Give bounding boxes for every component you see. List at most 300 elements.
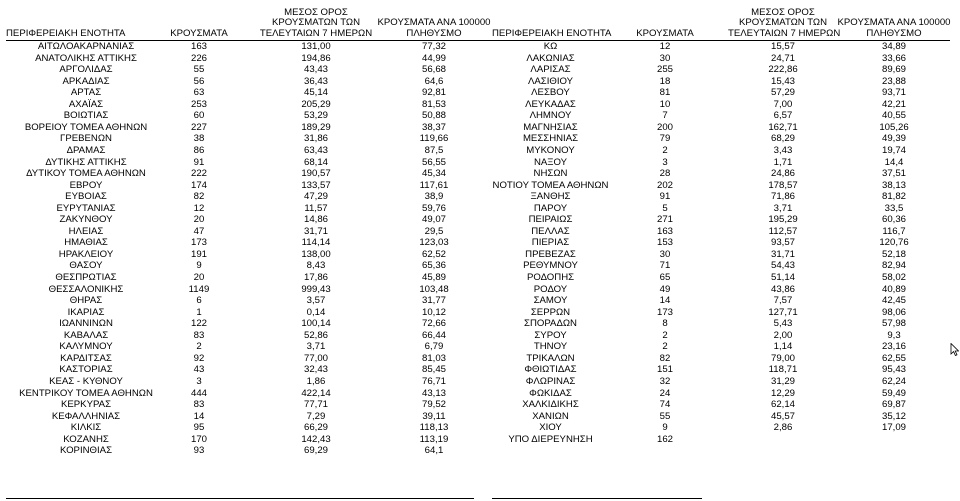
table-row <box>0 110 960 122</box>
cases-cell: 253 <box>190 98 207 110</box>
avg-7day-cell: 133,57 <box>301 179 331 191</box>
region-cell: ΑΡΤΑΣ <box>70 87 102 99</box>
cases-cell: 28 <box>659 168 671 180</box>
table-row <box>0 445 960 457</box>
per100k-cell: 82,94 <box>881 260 906 272</box>
per100k-cell: 42,45 <box>881 295 906 307</box>
per100k-cell: 23,88 <box>881 75 906 87</box>
avg-7day-cell: 36,43 <box>303 75 328 87</box>
region-cell: ΣΠΟΡΑΔΩΝ <box>524 318 577 330</box>
cases-cell: 173 <box>656 306 673 318</box>
cases-cell: 65 <box>659 272 671 283</box>
table-row <box>0 295 960 307</box>
avg-7day-cell: 0,14 <box>306 306 326 318</box>
cases-cell: 18 <box>659 75 671 87</box>
table-row <box>0 180 960 192</box>
table-bottom-border-left <box>6 498 474 499</box>
table-row <box>0 191 960 203</box>
per100k-cell: 6,79 <box>424 341 444 353</box>
region-cell: ΙΚΑΡΙΑΣ <box>67 306 105 318</box>
avg-7day-cell: 131,00 <box>301 41 331 52</box>
region-cell: ΥΠΟ ΔΙΕΡΕΥΝΗΣΗ <box>508 433 593 445</box>
region-cell: ΦΘΙΩΤΙΔΑΣ <box>524 364 577 376</box>
region-cell: ΝΑΞΟΥ <box>533 156 568 168</box>
cases-cell: 81 <box>659 87 671 99</box>
avg-7day-cell: 7,57 <box>773 295 793 307</box>
avg-7day-cell: 1,14 <box>773 341 793 353</box>
region-cell: ΜΥΚΟΝΟΥ <box>526 144 575 156</box>
cases-cell: 79 <box>659 133 671 145</box>
region-cell: ΤΗΝΟΥ <box>533 341 568 353</box>
cases-cell: 170 <box>190 433 207 445</box>
region-cell: ΚΑΒΑΛΑΣ <box>63 329 109 341</box>
region-cell: ΘΑΣΟΥ <box>69 260 103 272</box>
avg-7day-cell: 114,14 <box>301 237 331 249</box>
region-cell: ΤΡΙΚΑΛΩΝ <box>526 352 575 364</box>
per100k-cell: 29,5 <box>424 225 444 237</box>
per100k-cell: 50,88 <box>421 110 446 122</box>
region-cell: ΧΙΟΥ <box>539 422 562 434</box>
per100k-cell: 9,3 <box>887 329 901 341</box>
avg-7day-cell: 77,00 <box>303 352 328 364</box>
avg-7day-cell: 32,43 <box>303 364 328 376</box>
avg-7day-cell: 222,86 <box>768 64 798 76</box>
cases-cell: 74 <box>659 399 671 411</box>
cases-cell: 95 <box>193 422 205 434</box>
per100k-cell: 42,21 <box>881 98 906 110</box>
cases-cell: 86 <box>193 144 205 156</box>
header-per100k-line1: ΚΡΟΥΣΜΑΤΑ ΑΝΑ 100000 <box>377 17 491 29</box>
header-avg-line2: ΚΡΟΥΣΜΑΤΩΝ ΤΩΝ <box>738 17 828 29</box>
avg-7day-cell: 3,57 <box>306 295 326 307</box>
per100k-cell: 66,44 <box>421 329 446 341</box>
per100k-cell: 40,89 <box>881 283 906 295</box>
region-cell: ΝΟΤΙΟΥ ΤΟΜΕΑ ΑΘΗΝΩΝ <box>492 179 609 191</box>
avg-7day-cell: 100,14 <box>301 318 331 330</box>
cases-cell: 30 <box>659 248 671 260</box>
header-avg-right <box>728 1 841 39</box>
avg-7day-cell: 11,57 <box>304 202 328 214</box>
per100k-cell: 19,74 <box>881 144 906 156</box>
avg-7day-cell: 7,29 <box>306 410 326 422</box>
region-cell: ΣΕΡΡΩΝ <box>530 306 571 318</box>
cases-cell: 163 <box>190 41 207 52</box>
per100k-cell: 62,52 <box>421 248 446 260</box>
region-cell: ΑΡΓΟΛΙΔΑΣ <box>59 64 113 76</box>
region-cell: ΚΩ <box>543 41 558 52</box>
table-row <box>0 157 960 169</box>
region-cell: ΚΟΡΙΝΘΙΑΣ <box>59 445 113 457</box>
avg-7day-cell: 68,14 <box>303 156 328 168</box>
avg-7day-cell: 118,71 <box>768 364 798 376</box>
region-cell: ΑΧΑΪΑΣ <box>68 98 104 110</box>
per100k-cell: 10,12 <box>421 306 446 318</box>
header-cases-label: ΚΡΟΥΣΜΑΤΑ <box>636 27 694 39</box>
region-cell: ΠΑΡΟΥ <box>533 202 568 214</box>
table-row <box>0 318 960 330</box>
region-cell: ΝΗΣΩΝ <box>533 168 568 180</box>
region-cell: ΛΑΡΙΣΑΣ <box>530 64 571 76</box>
region-cell: ΠΕΙΡΑΙΩΣ <box>528 214 573 226</box>
avg-7day-cell: 31,29 <box>770 375 795 387</box>
avg-7day-cell: 31,71 <box>303 225 328 237</box>
avg-7day-cell: 12,29 <box>770 387 795 399</box>
per100k-cell: 77,32 <box>421 41 446 52</box>
cases-cell: 162 <box>656 433 673 445</box>
per100k-cell: 118,13 <box>419 422 449 434</box>
per100k-cell: 49,39 <box>881 133 906 145</box>
avg-7day-cell: 54,43 <box>770 260 795 272</box>
table-row <box>0 87 960 99</box>
table-row <box>0 307 960 319</box>
cases-cell: 63 <box>193 87 205 99</box>
avg-7day-cell: 71,86 <box>770 191 795 203</box>
header-avg-line1: ΜΕΣΟΣ ΟΡΟΣ <box>284 6 348 18</box>
cases-cell: 255 <box>656 64 673 76</box>
cases-cell: 91 <box>193 156 205 168</box>
table-row <box>0 330 960 342</box>
region-cell: ΠΙΕΡΙΑΣ <box>531 237 570 249</box>
cases-cell: 71 <box>659 260 671 272</box>
avg-7day-cell: 45,14 <box>303 87 328 99</box>
cases-cell: 24 <box>659 387 671 399</box>
cases-cell: 222 <box>190 168 207 180</box>
avg-7day-cell: 69,29 <box>303 445 328 457</box>
region-cell: ΗΛΕΙΑΣ <box>68 225 104 237</box>
avg-7day-cell: 112,57 <box>768 225 798 237</box>
per100k-cell: 45,34 <box>421 168 446 180</box>
table-row <box>0 122 960 134</box>
avg-7day-cell: 43,43 <box>303 64 328 76</box>
region-cell: ΧΑΛΚΙΔΙΚΗΣ <box>522 399 579 411</box>
table-row <box>0 388 960 400</box>
table-row <box>0 76 960 88</box>
cases-cell: 6 <box>196 295 202 307</box>
avg-7day-cell: 15,43 <box>770 75 795 87</box>
table-bottom-border-right <box>492 498 702 499</box>
cases-cell: 10 <box>659 98 671 110</box>
header-avg-line3: ΤΕΛΕΥΤΑΙΩΝ 7 ΗΜΕΡΩΝ <box>259 27 373 39</box>
region-cell: ΛΕΣΒΟΥ <box>531 87 570 99</box>
region-cell: ΘΕΣΠΡΩΤΙΑΣ <box>55 272 117 283</box>
per100k-cell: 123,03 <box>419 237 449 249</box>
cases-cell: 43 <box>193 364 205 376</box>
cases-cell: 82 <box>659 352 671 364</box>
per100k-cell: 119,66 <box>419 133 449 145</box>
header-per100k-line2: ΠΛΗΘΥΣΜΟ <box>866 27 922 39</box>
cases-cell: 83 <box>193 329 205 341</box>
table-row <box>0 399 960 411</box>
per100k-cell: 72,66 <box>421 318 446 330</box>
per100k-cell: 85,45 <box>421 364 446 376</box>
cases-cell: 14 <box>659 295 671 307</box>
per100k-cell: 105,26 <box>879 121 909 133</box>
avg-7day-cell: 1,71 <box>773 156 793 168</box>
per100k-cell: 65,36 <box>421 260 446 272</box>
header-per100k-left <box>370 1 498 39</box>
per100k-cell: 56,55 <box>421 156 446 168</box>
cases-cell: 7 <box>662 110 668 122</box>
cases-cell: 151 <box>656 364 673 376</box>
avg-7day-cell: 57,29 <box>770 87 795 99</box>
header-region-label: ΠΕΡΙΦΕΡΕΙΑΚΗ ΕΝΟΤΗΤΑ <box>6 27 126 39</box>
avg-7day-cell: 14,86 <box>303 214 328 226</box>
region-cell: ΠΕΛΛΑΣ <box>531 225 570 237</box>
per100k-cell: 49,07 <box>421 214 446 226</box>
cases-cell: 173 <box>190 237 207 249</box>
region-cell: ΛΕΥΚΑΔΑΣ <box>525 98 576 110</box>
avg-7day-cell: 3,43 <box>773 144 793 156</box>
per100k-cell: 62,24 <box>881 375 906 387</box>
region-cell: ΗΡΑΚΛΕΙΟΥ <box>58 248 114 260</box>
avg-7day-cell: 24,86 <box>770 168 795 180</box>
avg-7day-cell: 195,29 <box>768 214 798 226</box>
cases-cell: 12 <box>659 41 671 52</box>
header-cases-label: ΚΡΟΥΣΜΑΤΑ <box>170 27 228 39</box>
per100k-cell: 39,11 <box>422 410 446 422</box>
per100k-cell: 81,82 <box>881 191 906 203</box>
cases-cell: 92 <box>193 352 205 364</box>
region-cell: ΚΙΛΚΙΣ <box>70 422 102 434</box>
cases-cell: 2 <box>662 144 668 156</box>
region-cell: ΒΟΙΩΤΙΑΣ <box>63 110 109 122</box>
cases-cell: 93 <box>193 445 205 457</box>
region-cell: ΚΑΡΔΙΤΣΑΣ <box>60 352 112 364</box>
region-cell: ΑΡΚΑΔΙΑΣ <box>62 75 110 87</box>
cases-cell: 174 <box>190 179 207 191</box>
table-row <box>0 64 960 76</box>
cases-cell: 163 <box>656 225 673 237</box>
cases-cell: 227 <box>190 121 207 133</box>
avg-7day-cell: 189,29 <box>301 121 331 133</box>
avg-7day-cell: 5,43 <box>773 318 793 330</box>
per100k-cell: 23,16 <box>881 341 906 353</box>
per100k-cell: 52,18 <box>881 248 906 260</box>
per100k-cell: 38,9 <box>424 191 444 203</box>
cases-cell: 271 <box>656 214 673 226</box>
cases-cell: 191 <box>190 248 207 260</box>
avg-7day-cell: 17,86 <box>303 272 328 283</box>
avg-7day-cell: 79,00 <box>770 352 795 364</box>
cases-cell: 49 <box>659 283 671 295</box>
region-cell: ΒΟΡΕΙΟΥ ΤΟΜΕΑ ΑΘΗΝΩΝ <box>24 121 148 133</box>
table-row <box>0 53 960 65</box>
per100k-cell: 56,68 <box>421 64 446 76</box>
avg-7day-cell: 422,14 <box>301 387 331 399</box>
avg-7day-cell: 3,71 <box>306 341 326 353</box>
avg-7day-cell: 142,43 <box>301 433 331 445</box>
cases-cell: 60 <box>193 110 205 122</box>
region-cell: ΚΑΛΥΜΝΟΥ <box>59 341 113 353</box>
region-cell: ΦΛΩΡΙΝΑΣ <box>525 375 576 387</box>
per100k-cell: 44,99 <box>421 52 446 64</box>
per100k-cell: 64,1 <box>424 445 444 457</box>
header-avg-left <box>256 1 376 39</box>
avg-7day-cell: 205,29 <box>301 98 331 110</box>
region-cell: ΑΝΑΤΟΛΙΚΗΣ ΑΤΤΙΚΗΣ <box>35 52 137 64</box>
cases-cell: 20 <box>193 214 205 226</box>
table-row <box>0 353 960 365</box>
table-row <box>0 422 960 434</box>
region-cell: ΚΕΝΤΡΙΚΟΥ ΤΟΜΕΑ ΑΘΗΝΩΝ <box>19 387 153 399</box>
per100k-cell: 60,36 <box>881 214 906 226</box>
per100k-cell: 17,09 <box>881 422 906 434</box>
avg-7day-cell: 24,71 <box>770 52 795 64</box>
per100k-cell: 95,43 <box>881 364 906 376</box>
header-per100k-line1: ΚΡΟΥΣΜΑΤΑ ΑΝΑ 100000 <box>837 17 951 29</box>
cases-cell: 55 <box>193 64 205 76</box>
avg-7day-cell: 62,14 <box>770 399 795 411</box>
avg-7day-cell: 190,57 <box>301 168 331 180</box>
per100k-cell: 31,77 <box>421 295 446 307</box>
table-row <box>0 99 960 111</box>
region-cell: ΜΕΣΣΗΝΙΑΣ <box>522 133 579 145</box>
header-avg-line1: ΜΕΣΟΣ ΟΡΟΣ <box>751 6 815 18</box>
per100k-cell: 79,52 <box>421 399 446 411</box>
table-row <box>0 203 960 215</box>
cases-cell: 3 <box>196 375 202 387</box>
table-row <box>0 249 960 261</box>
per100k-cell: 33,66 <box>881 52 906 64</box>
cases-cell: 444 <box>190 387 207 399</box>
header-avg-line2: ΚΡΟΥΣΜΑΤΩΝ ΤΩΝ <box>271 17 361 29</box>
avg-7day-cell: 45,57 <box>770 410 795 422</box>
table-row <box>0 284 960 296</box>
avg-7day-cell: 52,86 <box>303 329 328 341</box>
cases-cell: 55 <box>659 410 671 422</box>
per100k-cell: 38,37 <box>421 121 446 133</box>
avg-7day-cell: 178,57 <box>768 179 798 191</box>
region-cell: ΔΡΑΜΑΣ <box>66 144 106 156</box>
table-row <box>0 411 960 423</box>
cases-cell: 38 <box>193 133 205 145</box>
region-cell: ΜΑΓΝΗΣΙΑΣ <box>523 121 578 133</box>
cases-cell: 8 <box>662 318 668 330</box>
header-cases-right <box>617 1 713 39</box>
per100k-cell: 59,76 <box>421 202 446 214</box>
per100k-cell: 38,13 <box>881 179 906 191</box>
table-row <box>0 237 960 249</box>
table-row <box>0 214 960 226</box>
per100k-cell: 33,5 <box>884 202 904 214</box>
cases-cell: 14 <box>193 410 205 422</box>
avg-7day-cell: 2,00 <box>773 329 793 341</box>
header-region-label: ΠΕΡΙΦΕΡΕΙΑΚΗ ΕΝΟΤΗΤΑ <box>492 27 612 39</box>
per100k-cell: 43,13 <box>421 387 446 399</box>
per100k-cell: 92,81 <box>421 87 446 99</box>
per100k-cell: 117,61 <box>419 179 449 191</box>
cases-cell: 56 <box>193 75 205 87</box>
per100k-cell: 103,48 <box>419 283 449 295</box>
per100k-cell: 89,69 <box>881 64 906 76</box>
mouse-cursor-icon <box>950 343 959 356</box>
cases-cell: 9 <box>662 422 668 434</box>
cases-cell: 1 <box>196 306 202 318</box>
region-cell: ΑΙΤΩΛΟΑΚΑΡΝΑΝΙΑΣ <box>37 41 135 52</box>
per100k-cell: 87,5 <box>424 144 444 156</box>
cases-cell: 9 <box>196 260 202 272</box>
cases-cell: 83 <box>193 399 205 411</box>
per100k-cell: 98,06 <box>881 306 906 318</box>
header-avg-line3: ΤΕΛΕΥΤΑΙΩΝ 7 ΗΜΕΡΩΝ <box>728 27 841 39</box>
header-per100k-line2: ΠΛΗΘΥΣΜΟ <box>406 27 462 39</box>
table-row <box>0 341 960 353</box>
per100k-cell: 116,7 <box>882 225 906 237</box>
region-cell: ΚΕΡΚΥΡΑΣ <box>60 399 111 411</box>
per100k-cell: 57,98 <box>881 318 906 330</box>
region-cell: ΚΑΣΤΟΡΙΑΣ <box>59 364 113 376</box>
cases-cell: 2 <box>662 341 668 353</box>
region-cell: ΧΑΝΙΩΝ <box>532 410 569 422</box>
region-cell: ΓΡΕΒΕΝΩΝ <box>60 133 112 145</box>
per100k-cell: 37,51 <box>881 168 906 180</box>
region-cell: ΚΟΖΑΝΗΣ <box>63 433 109 445</box>
per100k-cell: 64,6 <box>424 75 444 87</box>
cases-cell: 3 <box>662 156 668 168</box>
region-cell: ΘΕΣΣΑΛΟΝΙΚΗΣ <box>48 283 124 295</box>
cases-cell: 2 <box>662 329 668 341</box>
region-cell: ΖΑΚΥΝΘΟΥ <box>59 214 113 226</box>
region-cell: ΛΑΚΩΝΙΑΣ <box>526 52 575 64</box>
cases-cell: 202 <box>656 179 673 191</box>
region-cell: ΕΥΡΥΤΑΝΙΑΣ <box>56 202 116 214</box>
avg-7day-cell: 999,43 <box>301 283 331 295</box>
region-cell: ΚΕΑΣ - ΚΥΘΝΟΥ <box>49 375 123 387</box>
avg-7day-cell: 63,43 <box>303 144 328 156</box>
avg-7day-cell: 1,86 <box>306 375 326 387</box>
avg-7day-cell: 66,29 <box>303 422 328 434</box>
per100k-cell: 62,55 <box>881 352 906 364</box>
cases-cell: 226 <box>190 52 207 64</box>
avg-7day-cell: 51,14 <box>770 272 795 283</box>
avg-7day-cell: 2,86 <box>773 422 793 434</box>
region-cell: ΔΥΤΙΚΟΥ ΤΟΜΕΑ ΑΘΗΝΩΝ <box>26 168 146 180</box>
table-row <box>0 376 960 388</box>
per100k-cell: 113,19 <box>419 433 449 445</box>
avg-7day-cell: 77,71 <box>303 399 328 411</box>
per100k-cell: 34,89 <box>881 41 906 52</box>
region-cell: ΣΥΡΟΥ <box>534 329 567 341</box>
per100k-cell: 81,03 <box>421 352 446 364</box>
region-cell: ΞΑΝΘΗΣ <box>530 191 571 203</box>
per100k-cell: 93,71 <box>881 87 906 99</box>
region-cell: ΕΥΒΟΙΑΣ <box>65 191 107 203</box>
per100k-cell: 76,71 <box>421 375 446 387</box>
cases-cell: 91 <box>659 191 671 203</box>
region-cell: ΗΜΑΘΙΑΣ <box>64 237 108 249</box>
avg-7day-cell: 31,86 <box>303 133 328 145</box>
region-cell: ΠΡΕΒΕΖΑΣ <box>525 248 576 260</box>
header-region-right <box>492 1 622 39</box>
table-row <box>0 145 960 157</box>
table-row <box>0 272 960 284</box>
avg-7day-cell: 8,43 <box>306 260 326 272</box>
region-cell: ΦΩΚΙΔΑΣ <box>529 387 572 399</box>
cases-cell: 1149 <box>188 283 210 295</box>
avg-7day-cell: 68,29 <box>770 133 795 145</box>
cases-cell: 153 <box>656 237 673 249</box>
avg-7day-cell: 138,00 <box>301 248 331 260</box>
region-cell: ΡΟΔΟΥ <box>533 283 568 295</box>
cases-cell: 200 <box>656 121 673 133</box>
table-row <box>0 168 960 180</box>
header-region-left <box>6 1 166 39</box>
avg-7day-cell: 194,86 <box>301 52 331 64</box>
avg-7day-cell: 15,57 <box>770 41 795 52</box>
per100k-cell: 81,53 <box>421 98 446 110</box>
avg-7day-cell: 162,71 <box>768 121 798 133</box>
avg-7day-cell: 53,29 <box>303 110 328 122</box>
